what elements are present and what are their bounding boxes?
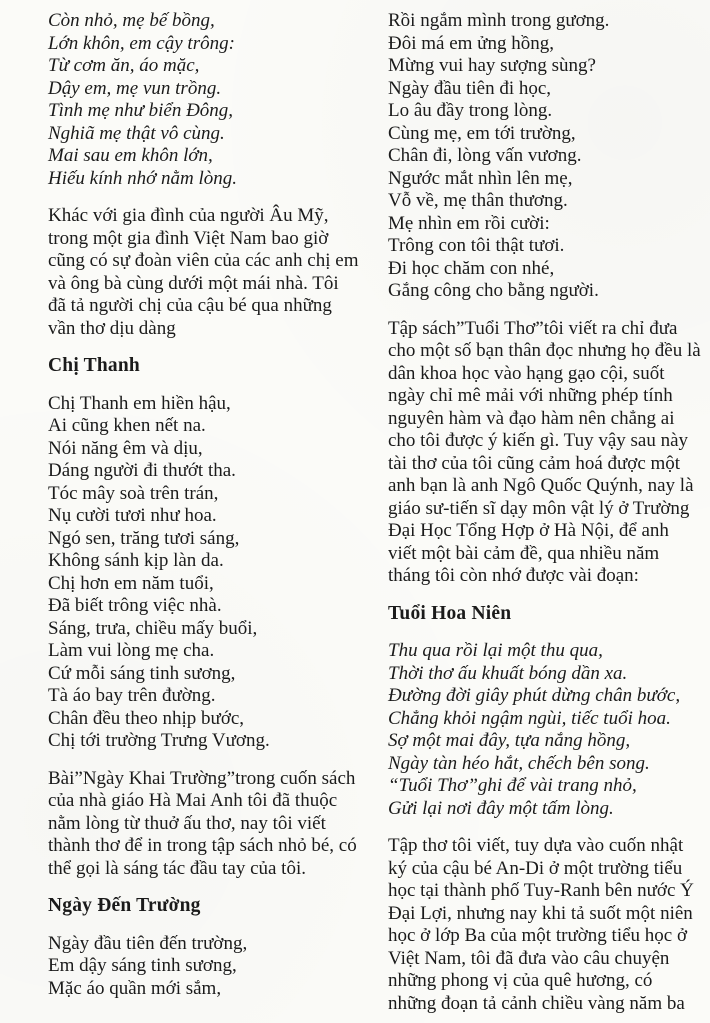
paragraph-line: nguyên hàm và đạo hàm nên chẳng ai [388, 407, 675, 429]
section-heading: Tuổi Hoa Niên [388, 602, 512, 624]
section-heading: Chị Thanh [48, 355, 140, 376]
poem-line: Dáng người đi thướt tha. [48, 460, 236, 481]
paragraph-line: thể gọi là sáng tác đầu tay của tôi. [48, 857, 306, 879]
poem-line: Nói năng êm và dịu, [48, 437, 203, 459]
poem-line: Hiếu kính nhớ nằm lòng. [48, 167, 238, 189]
poem-line: Vỗ về, mẹ thân thương. [388, 190, 568, 211]
poem-line: Gửi lại nơi đây một tấm lòng. [388, 797, 614, 819]
poem-line: Sợ một mai đây, tựa nắng hồng, [388, 730, 631, 751]
poem-line: Ngày đầu tiên đến trường, [48, 932, 248, 954]
poem-line: Tóc mây soà trên trán, [48, 482, 219, 504]
paragraph-line: cũng có sự đoàn viên của các anh chị em [48, 250, 359, 271]
poem [388, 640, 706, 820]
poem-line: Đường đời giây phút dừng chân bước, [388, 685, 681, 706]
poem-line: Lớn khôn, em cậy trông: [48, 32, 235, 54]
section-heading: Ngày Đến Trường [48, 895, 201, 916]
poem-line: Mai sau em khôn lớn, [48, 145, 213, 166]
paragraph-line: của nhà giáo Hà Mai Anh tôi đã thuộc [48, 790, 338, 811]
poem-line: Cứ mỗi sáng tinh sương, [48, 662, 236, 684]
paragraph-line: dân khoa học vào hạng gạo cội, suốt [388, 362, 665, 384]
poem-line: Tà áo bay trên đường. [48, 685, 216, 706]
poem-line: Mừng vui hay sượng sùng? [388, 55, 596, 76]
poem-line: Ngước mắt nhìn lên mẹ, [388, 167, 573, 189]
poem-line: Đi học chăm con nhé, [388, 257, 555, 279]
poem-line: Chị Thanh em hiền hậu, [48, 392, 231, 414]
paragraph-line: đã tả người chị của cậu bé qua những [48, 295, 332, 316]
paragraph-line: nằm lòng từ thuở ấu thơ, nay tôi viết [48, 812, 326, 834]
paragraph [388, 318, 706, 588]
left-column [48, 10, 360, 1000]
poem-line: Em dậy sáng tinh sương, [48, 955, 237, 976]
poem-line: Làm vui lòng mẹ cha. [48, 640, 215, 661]
poem-line: Từ cơm ăn, áo mặc, [48, 55, 200, 76]
poem-line: Mẹ nhìn em rồi cười: [388, 212, 550, 234]
paragraph-line: cho tôi được ý kiến gì. Tuy vậy sau này [388, 430, 689, 451]
paragraph-line: Đại Học Tổng Hợp ở Hà Nội, để anh [388, 520, 669, 541]
poem [48, 10, 360, 190]
paragraph-line: ngày chỉ mê mải với những phép tính [388, 385, 673, 406]
paragraph-line: viết một bài cảm đề, qua nhiều năm [388, 542, 660, 564]
paragraph-line: Bài”Ngày Khai Trường”trong cuốn sách [48, 767, 356, 789]
paragraph-line: những phong vị của quê hương, có [388, 970, 653, 991]
poem-line: Thời thơ ấu khuất bóng dần xa. [388, 662, 628, 684]
poem-line: Chị tới trường Trưng Vương. [48, 730, 270, 751]
poem-line: Chị hơn em năm tuổi, [48, 572, 214, 594]
poem-line: Còn nhỏ, mẹ bế bồng, [48, 10, 215, 31]
paragraph-line: ký của cậu bé An-Di ở một trường tiểu [388, 857, 683, 879]
paragraph-line: tháng tôi còn nhớ được vài đoạn: [388, 565, 639, 586]
poem-line: Lo âu đầy trong lòng. [388, 100, 553, 121]
poem-line: Chẳng khỏi ngậm ngùi, tiếc tuổi hoa. [388, 707, 671, 729]
poem-line: Chân đều theo nhịp bước, [48, 707, 245, 729]
poem-line: Ai cũng khen nết na. [48, 415, 206, 436]
paragraph-line: anh bạn là anh Ngô Quốc Quýnh, nay là [388, 475, 694, 496]
poem-line: Đôi má em ửng hồng, [388, 32, 554, 54]
poem-line: Đã biết trông việc nhà. [48, 595, 222, 616]
paragraph-line: tài thơ của tôi cũng cảm hoá được một [388, 452, 681, 474]
paragraph [388, 835, 706, 1015]
right-column [388, 10, 706, 1015]
poem-line: Sáng, trưa, chiều mấy buổi, [48, 617, 258, 639]
paragraph-line: Tập sách”Tuổi Thơ”tôi viết ra chỉ đưa [388, 317, 678, 339]
poem-line: Không sánh kịp làn da. [48, 550, 224, 571]
paragraph-line: Tập thơ tôi viết, tuy dựa vào cuốn nhật [388, 835, 684, 856]
poem-line: Cùng mẹ, em tới trường, [388, 122, 576, 144]
paragraph-line: những đoạn tả cảnh chiều vàng năm ba [388, 992, 685, 1014]
poem-line: “Tuổi Thơ”ghi để vài trang nhỏ, [388, 775, 637, 796]
paragraph-line: vần thơ dịu dàng [48, 317, 176, 339]
paragraph-line: học ở lớp Ba của một trường tiểu học ở [388, 925, 688, 946]
poem [48, 393, 360, 753]
poem-line: Tình mẹ như biển Đông, [48, 100, 234, 121]
poem-line: Chân đi, lòng vấn vương. [388, 145, 582, 166]
paragraph-line: Việt Nam, tôi đã đưa vào câu chuyện [388, 947, 670, 969]
poem-line: Mặc áo quần mới sắm, [48, 977, 222, 999]
paragraph [48, 768, 360, 881]
paragraph-line: Đại Lợi, nhưng nay khi tả suốt một niên [388, 902, 693, 924]
poem-line: Nụ cười tươi như hoa. [48, 505, 217, 526]
poem-line: Nghiã mẹ thật vô cùng. [48, 122, 225, 144]
poem-line: Thu qua rồi lại một thu qua, [388, 640, 603, 661]
paragraph-line: Khác với gia đình của người Âu Mỹ, [48, 205, 329, 226]
paragraph-line: trong một gia đình Việt Nam bao giờ [48, 227, 329, 249]
paragraph-line: học tại thành phố Tuy-Ranh bên nước Ý [388, 880, 694, 901]
poem-line: Ngày đầu tiên đi học, [388, 77, 552, 99]
poem-line: Rồi ngắm mình trong gương. [388, 10, 610, 31]
paragraph-line: thành thơ để in trong tập sách nhỏ bé, có [48, 835, 357, 856]
poem-line: Trông con tôi thật tươi. [388, 235, 565, 256]
poem-line: Ngày tàn héo hắt, chếch bên song. [388, 752, 650, 774]
paragraph-line: giáo sư-tiến sĩ dạy môn vật lý ở Trường [388, 497, 690, 519]
paragraph-line: và ông bà cùng dưới một mái nhà. Tôi [48, 272, 339, 294]
poem-line: Gắng công cho bằng người. [388, 280, 599, 301]
poem-line: Dậy em, mẹ vun trồng. [48, 77, 222, 99]
paragraph-line: cho một số bạn thân đọc nhưng họ đều là [388, 340, 701, 361]
poem-line: Ngó sen, trăng tươi sáng, [48, 527, 240, 549]
paragraph [48, 205, 360, 340]
poem [48, 933, 360, 1001]
poem [388, 10, 706, 303]
